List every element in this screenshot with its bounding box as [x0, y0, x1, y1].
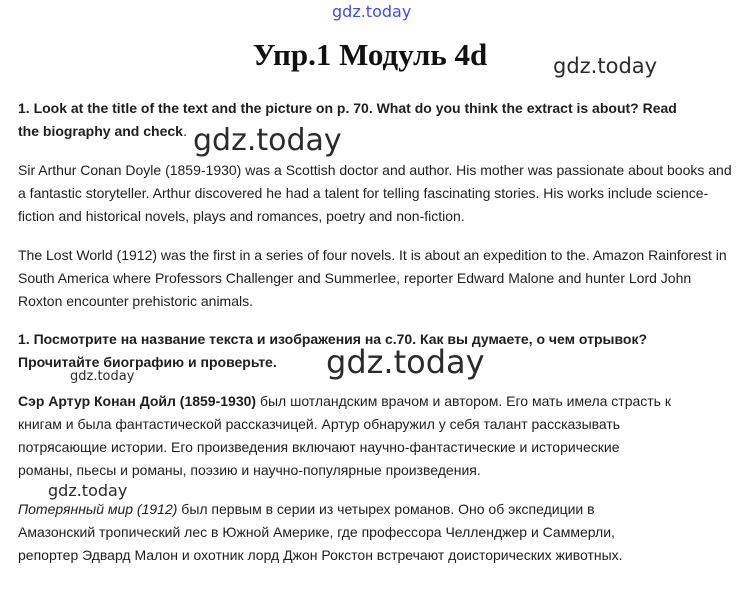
russian-task-line-1: 1. Посмотрите на название текста и изображения на с.70. Как вы думаете, о чем отрывок? — [18, 331, 648, 347]
watermark-middle: gdz.today — [326, 343, 485, 381]
russian-lost-line-1 — [18, 498, 738, 521]
russian-lost-world — [18, 498, 738, 567]
russian-bio-line-1 — [18, 390, 738, 413]
page-title: Упр.1 Модуль 4d — [252, 37, 488, 72]
russian-lost-line-2: Амазонский тропический лес в Южной Америке, где профессора Челленджер и Саммерли, — [18, 524, 615, 540]
english-task-line-2 — [18, 120, 738, 143]
english-task-line-1: 1. Look at the title of the text and the picture on p. 70. What do you think the extract is about? Read — [18, 100, 677, 116]
watermark-small-1: gdz.today — [70, 369, 135, 384]
russian-task-line-2: Прочитайте биографию и проверьте. — [18, 354, 277, 370]
russian-lost-lead: Потерянный мир (1912) — [18, 501, 178, 517]
russian-bio-line-4: романы, пьесы и романы, поэзию и научно-популярные произведения. — [18, 462, 481, 478]
watermark-small-2: gdz.today — [48, 481, 128, 500]
english-lost-world: The Lost World (1912) was the first in a series of four novels. It is about an expedition to the. Amazon Rainforest in South America where Professors Challenger and Summerlee, reporter Edward Malone and hunter Lord John Roxton encounter prehistoric animals. — [18, 247, 727, 309]
english-task-line-2-text: the biography and check — [18, 123, 183, 139]
watermark-top: gdz.today — [332, 2, 412, 21]
russian-bio-line-1-text: был шотландским врачом и автором. Его мать имела страсть к — [256, 393, 671, 409]
russian-lost-line-3: репортер Эдвард Малон и охотник лорд Джон Рокстон встречают доисторических животных. — [18, 547, 623, 563]
english-task-line-2-end: . — [182, 123, 187, 139]
watermark-heading: gdz.today — [193, 123, 342, 158]
russian-bio-line-2: книгам и была фантастической рассказчицей. Артур обнаружил у себя талант рассказывать — [18, 416, 621, 432]
russian-bio-lead: Сэр Артур Конан Дойл (1859-1930) — [18, 393, 257, 409]
watermark-title: gdz.today — [553, 54, 658, 78]
english-task — [18, 97, 738, 143]
english-biography: Sir Arthur Conan Doyle (1859-1930) was a Scottish doctor and author. His mother was passionate about books and a fantastic storyteller. Arthur discovered he had a talent for telling fascinating stories. His works include science- fiction and historical novels, plays and romances, poetry and non-fiction. — [18, 162, 732, 224]
russian-biography — [18, 390, 738, 482]
russian-lost-line-1-text: был первым в серии из четырех романов. Оно об экспедиции в — [177, 501, 595, 517]
russian-bio-line-3: потрясающие истории. Его произведения включают научно-фантастические и исторические — [18, 439, 620, 455]
